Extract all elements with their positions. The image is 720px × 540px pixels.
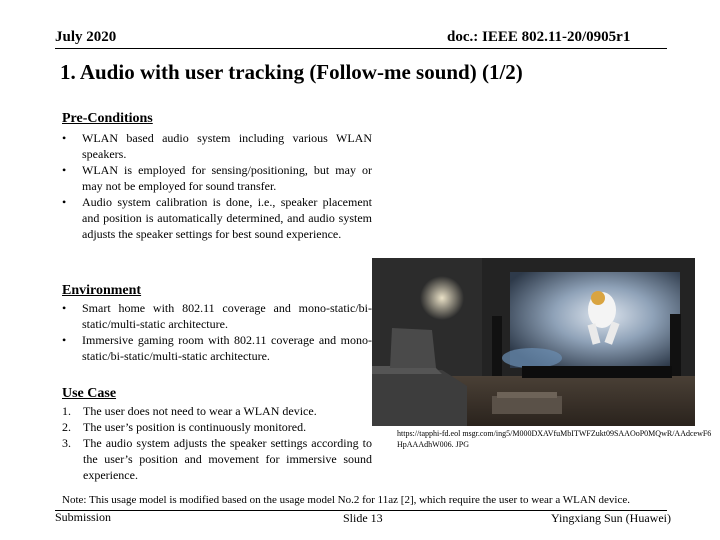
bullet-icon: •	[62, 301, 67, 315]
environment-heading: Environment	[62, 283, 142, 298]
list-item	[62, 403, 372, 419]
list-item	[62, 332, 372, 364]
header-doc-id: doc.: IEEE 802.11-20/0905r1	[447, 29, 631, 45]
item-number: 3.	[62, 436, 71, 450]
bullet-icon: •	[62, 195, 67, 209]
use-case-text: The audio system adjusts the speaker settings according to the user’s position and movement for immersive sound experience.	[83, 436, 372, 482]
bullet-icon: •	[62, 131, 67, 145]
environment-list	[62, 300, 372, 364]
usage-note: Note: This usage model is modified based on the usage model No.2 for 11az [2], which require the user to wear a WLAN device.	[62, 494, 630, 506]
precondition-text: WLAN is employed for sensing/positioning, but may or may not be employed for sound transfer.	[82, 163, 372, 193]
item-number: 2.	[62, 420, 71, 434]
use-case-text: The user’s position is continuously monitored.	[83, 420, 307, 434]
use-case-list	[62, 403, 372, 483]
list-item	[62, 162, 372, 194]
list-item	[62, 435, 372, 483]
list-item	[62, 300, 372, 332]
slide-title: 1. Audio with user tracking (Follow-me sound) (1/2)	[60, 60, 523, 84]
item-number: 1.	[62, 404, 71, 418]
bullet-icon: •	[62, 333, 67, 347]
precondition-text: WLAN based audio system including various WLAN speakers.	[82, 131, 372, 161]
footer-slide-number: Slide 13	[343, 511, 383, 525]
preconditions-list	[62, 130, 372, 242]
header-date: July 2020	[55, 29, 117, 45]
image-source-url: https://tapphi-fd.eol msgr.com/ing5/M000DXAVfuMbITWFZukt09SAAOoP0MQwR/AAdcewF6HpAAAdhW006. JPG	[397, 429, 712, 449]
home-theater-photo	[372, 258, 695, 426]
environment-text: Smart home with 802.11 coverage and mono-static/bi-static/multi-static architecture.	[82, 301, 372, 331]
environment-text: Immersive gaming room with 802.11 coverage and mono-static/bi-static/multi-static architecture.	[82, 333, 372, 363]
footer-submission: Submission	[55, 510, 112, 524]
header-rule	[55, 48, 667, 49]
use-case-text: The user does not need to wear a WLAN device.	[83, 404, 317, 418]
list-item	[62, 194, 372, 242]
bullet-icon: •	[62, 163, 67, 177]
list-item	[62, 130, 372, 162]
preconditions-heading: Pre-Conditions	[62, 111, 153, 126]
use-case-heading: Use Case	[62, 386, 117, 401]
footer-author: Yingxiang Sun (Huawei)	[551, 511, 671, 525]
list-item	[62, 419, 372, 435]
precondition-text: Audio system calibration is done, i.e., speaker placement and position is automatically determined, and audio system adjusts the speaker settings for best sound experience.	[82, 195, 372, 241]
